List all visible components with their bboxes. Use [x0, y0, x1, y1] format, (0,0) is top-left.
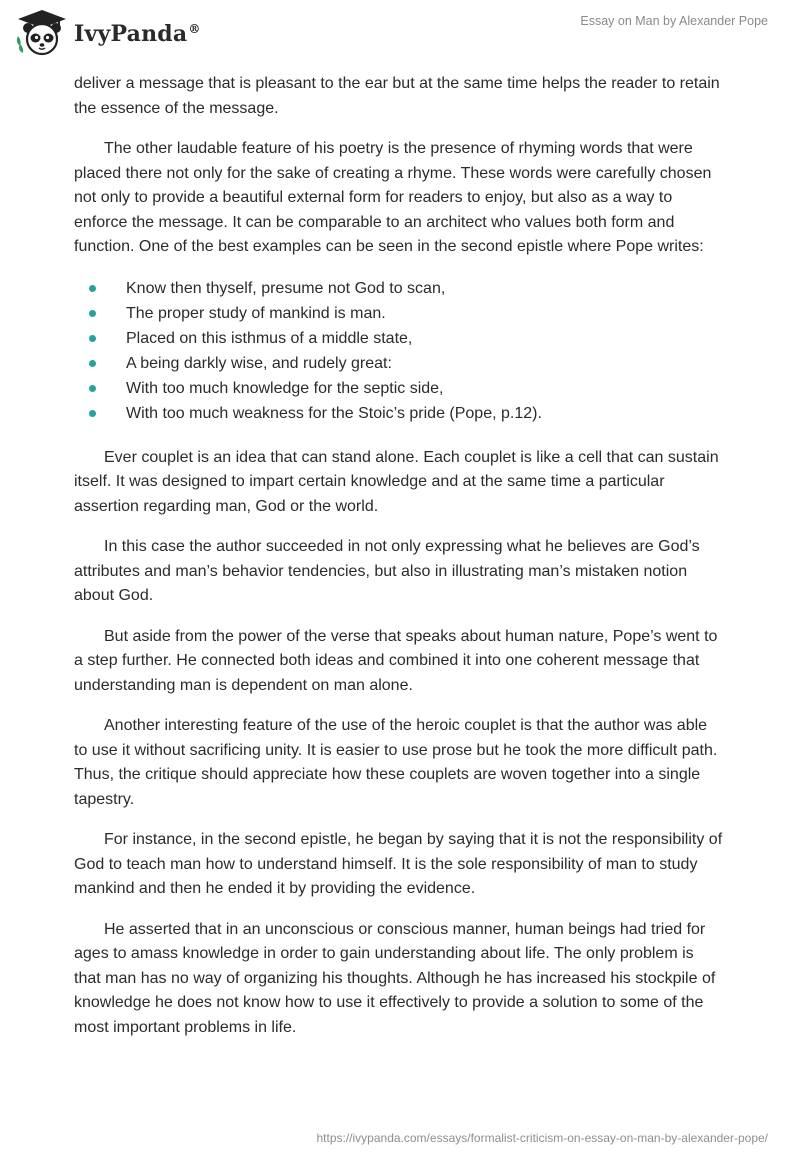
bullet-icon [89, 385, 96, 392]
verse-line: With too much knowledge for the septic side, [74, 376, 724, 401]
page-header [0, 0, 800, 64]
paragraph-attributes: In this case the author succeeded in not only expressing what he believes are God’s attributes and man’s behavior tendencies, but also in illustrating man’s mistaken notion about God. [74, 538, 700, 604]
paragraph-human-nature: But aside from the power of the verse that speaks about human nature, Pope’s went to a step further. He connected both ideas and combined it into one coherent message that understanding man is dependent on man alone. [74, 627, 718, 694]
verse-line: With too much weakness for the Stoic’s pride (Pope, p.12). [74, 401, 724, 426]
paragraph-knowledge: He asserted that in an unconscious or conscious manner, human beings had tried for ages to amass knowledge in order to gain understanding about life. The only problem is that man has no way of organizing his thoughts. Although he has increased his stockpile of knowledge he does not know how to use it effectively to provide a solution to some of the most important problems in life. [74, 920, 716, 1036]
source-url[interactable]: https://ivypanda.com/essays/formalist-criticism-on-essay-on-man-by-alexander-pope/ [316, 1131, 768, 1145]
paragraph-second-epistle: For instance, in the second epistle, he began by saying that it is not the responsibility of God to teach man how to understand himself. It is the sole responsibility of man to study mankind and then he ended it by providing the evidence. [74, 831, 723, 897]
brand-logo[interactable] [14, 8, 201, 58]
essay-body [74, 72, 724, 1056]
verse-line: Placed on this isthmus of a middle state, [74, 326, 724, 351]
paragraph-intro: deliver a message that is pleasant to the ear but at the same time helps the reader to retain the essence of the message. [74, 75, 720, 117]
paragraph-unity: Another interesting feature of the use of the heroic couplet is that the author was able to use it without sacrificing unity. It is easier to use prose but he took the more difficult path. Thus, the critique should appreciate how these couplets are woven together into a single tapestry. [74, 717, 718, 808]
bullet-icon [89, 360, 96, 367]
bullet-icon [89, 285, 96, 292]
bullet-icon [89, 410, 96, 417]
verse-list [74, 276, 724, 426]
brand-name: IvyPanda® [74, 21, 201, 47]
document-title: Essay on Man by Alexander Pope [580, 14, 768, 28]
bullet-icon [89, 310, 96, 317]
paragraph-couplet: Ever couplet is an idea that can stand alone. Each couplet is like a cell that can sustain itself. It was designed to impart certain knowledge and at the same time a particular assertion regarding man, God or the world. [74, 448, 719, 515]
verse-line: A being darkly wise, and rudely great: [74, 351, 724, 376]
verse-line: Know then thyself, presume not God to scan, [74, 276, 724, 301]
panda-graduate-icon [14, 8, 70, 58]
bullet-icon [89, 335, 96, 342]
verse-line: The proper study of mankind is man. [74, 301, 724, 326]
paragraph-rhyming: The other laudable feature of his poetry is the presence of rhyming words that were placed there not only for the sake of creating a rhyme. These words were carefully chosen not only to provide a beautiful external form for readers to enjoy, but also as a way to enforce the message. It can be comparable to an architect who values both form and function. One of the best examples can be seen in the second epistle where Pope writes: [74, 140, 712, 255]
